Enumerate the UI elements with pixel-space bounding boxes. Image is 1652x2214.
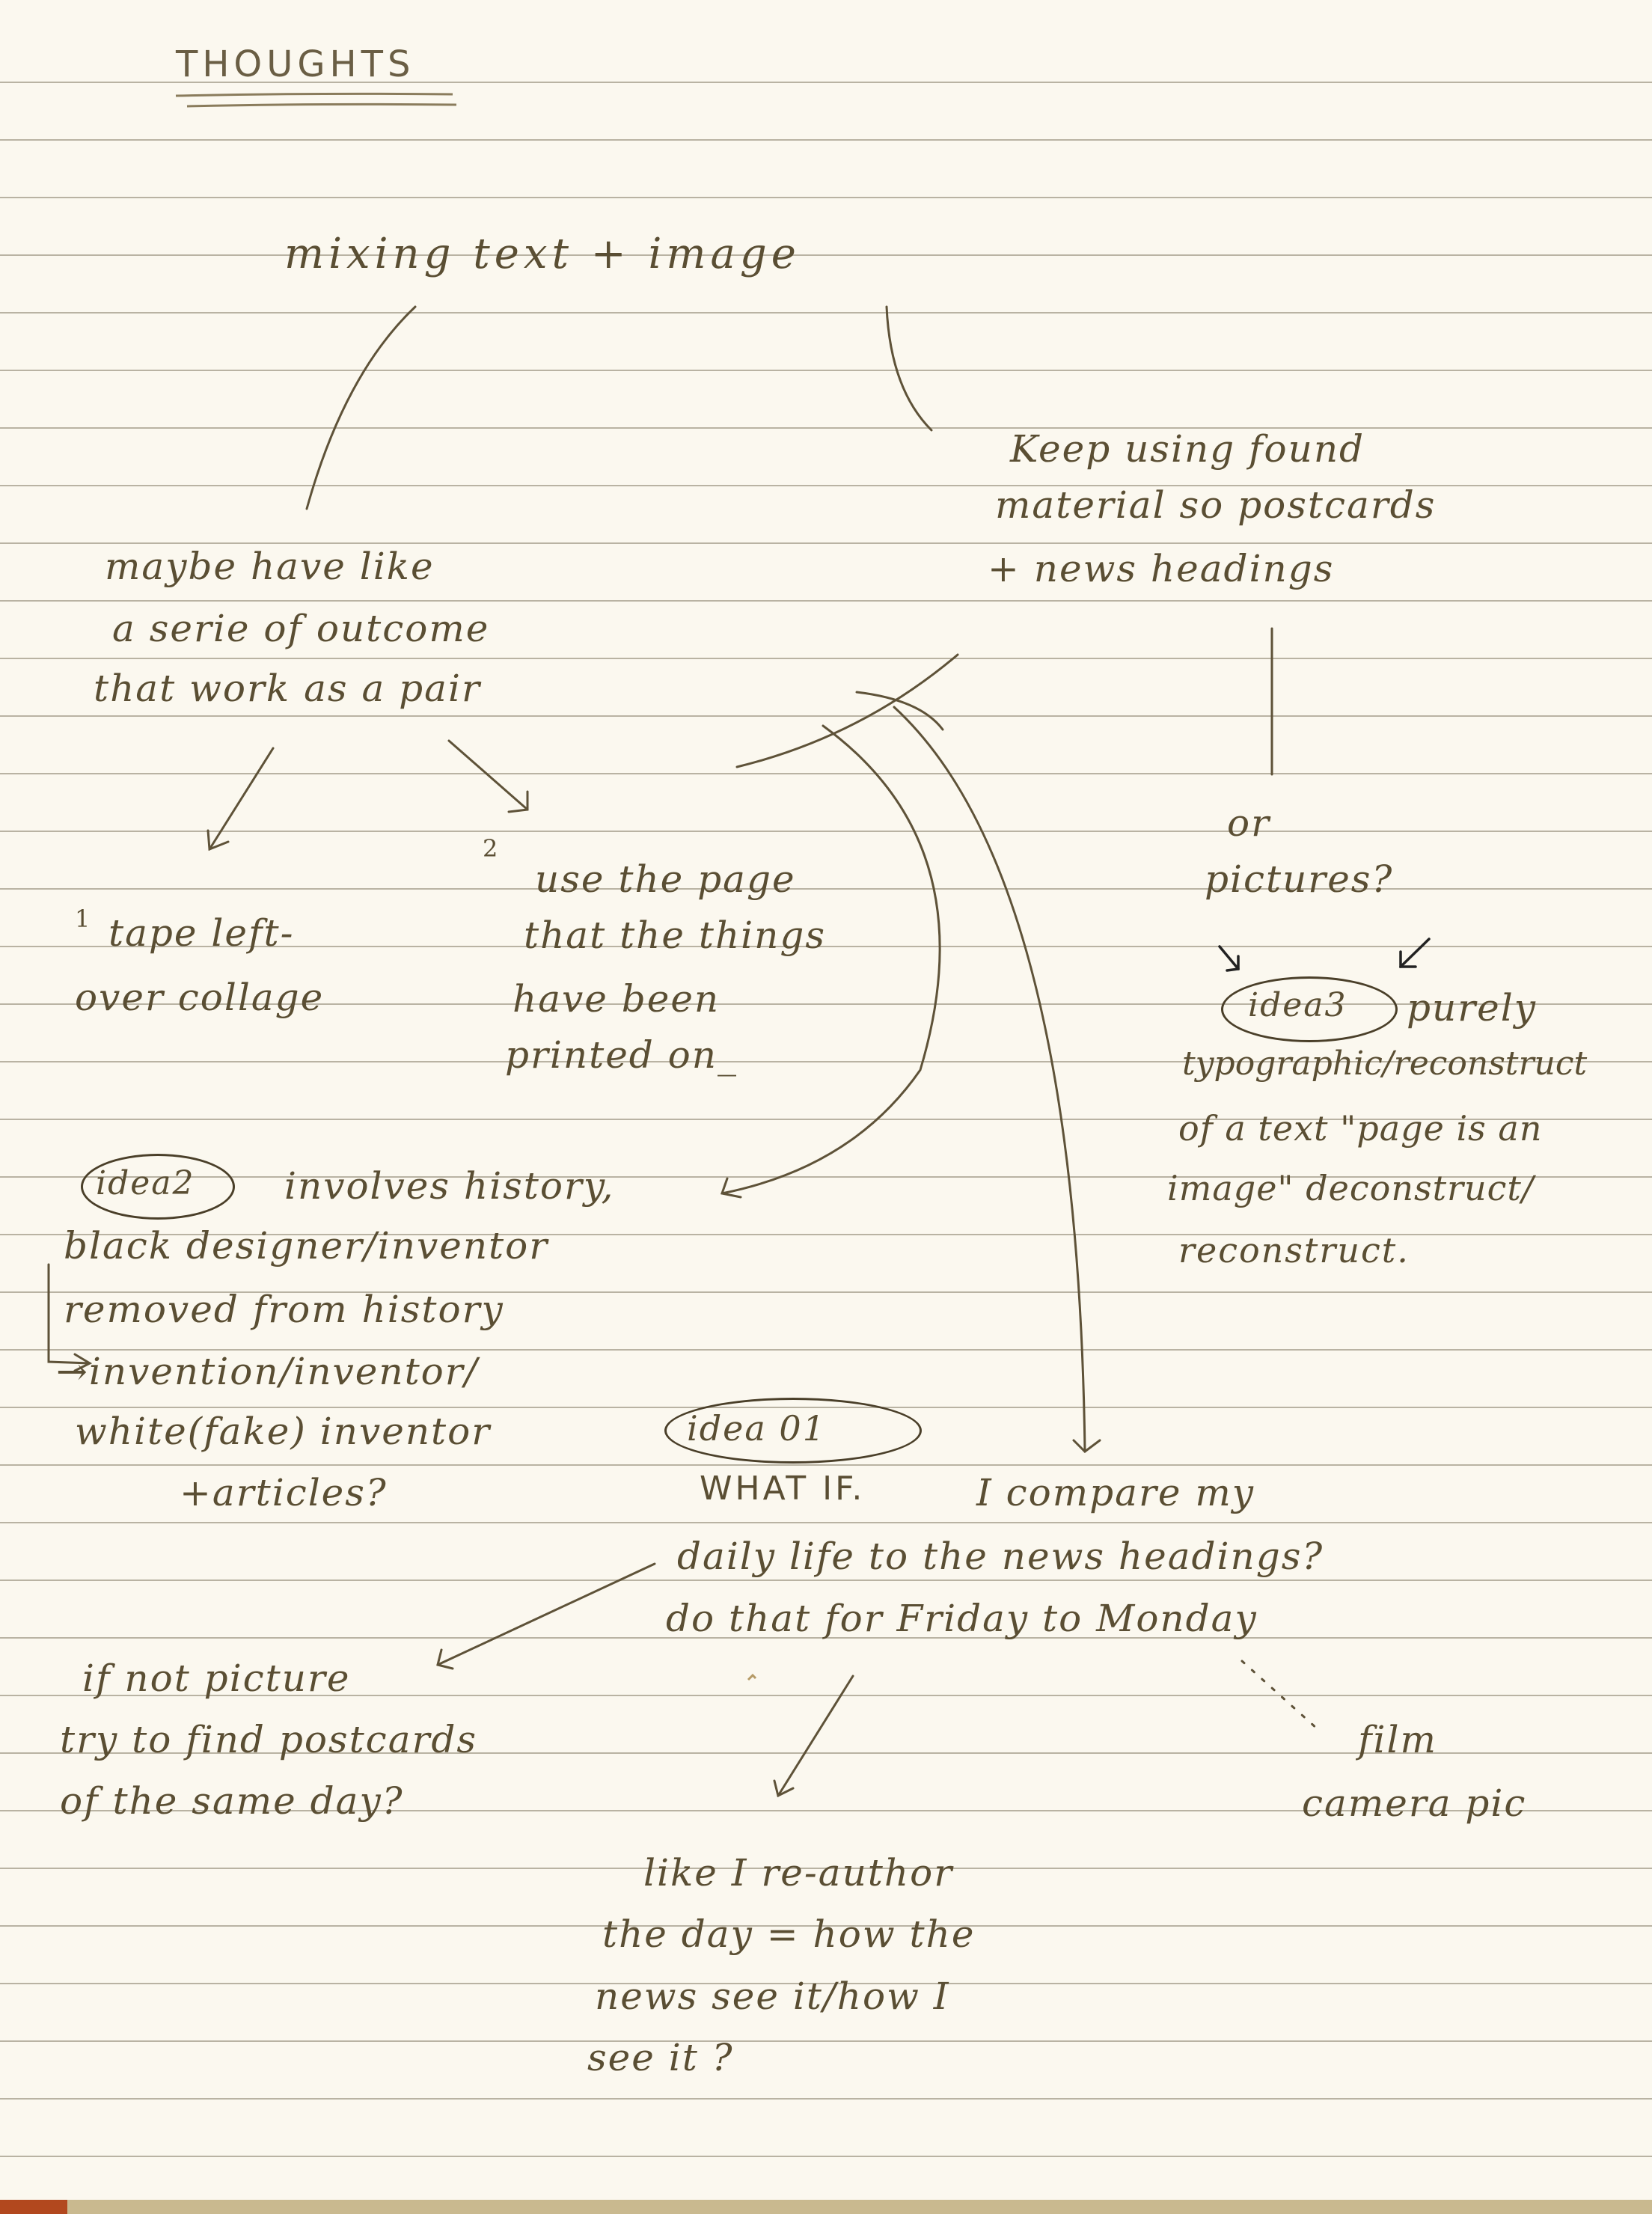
film-line-1: film xyxy=(1358,1718,1437,1761)
postcard-line-2: try to find postcards xyxy=(60,1718,478,1761)
idea1-line-1: I compare my xyxy=(976,1471,1255,1514)
idea2-line-5: white(fake) inventor xyxy=(75,1410,492,1453)
idea2-line-4: →invention/inventor/ xyxy=(56,1350,479,1393)
idea3-line-2: typographic/reconstruct xyxy=(1182,1045,1588,1083)
outcome-2-line-3: have been xyxy=(513,977,721,1021)
central-theme: mixing text + image xyxy=(284,230,801,278)
idea1-what-if: WHAT IF. xyxy=(700,1470,866,1508)
idea2-line-6: +articles? xyxy=(180,1471,388,1514)
idea3-line-4: image" deconstruct/ xyxy=(1167,1168,1535,1208)
reauthor-line-4: see it ? xyxy=(587,2036,734,2079)
left-branch-line-2: a serie of outcome xyxy=(112,607,490,650)
outcome-2-line-1: use the page xyxy=(535,857,796,901)
right-branch-line-2: material so postcards xyxy=(995,483,1437,527)
idea3-line-5: reconstruct. xyxy=(1178,1230,1410,1270)
right-branch-line-3: + news headings xyxy=(988,547,1335,590)
postcard-line-3: of the same day? xyxy=(60,1779,404,1823)
right-branch-line-1: Keep using found xyxy=(1010,427,1365,471)
outcome-2-line-2: that the things xyxy=(524,914,827,957)
page-title: THOUGHTS xyxy=(176,43,415,85)
idea2-label: idea2 xyxy=(96,1164,195,1202)
idea2-line-1: involves history, xyxy=(284,1164,615,1208)
corner-mark xyxy=(0,2200,67,2214)
idea2-line-3: removed from history xyxy=(64,1288,504,1331)
idea3-line-1: purely xyxy=(1407,986,1537,1030)
idea3-line-3: of a text "page is an xyxy=(1178,1108,1543,1149)
page-bottom-edge xyxy=(0,2200,1652,2214)
outcome-1-line-1: tape left- xyxy=(108,911,295,955)
idea1-label: idea 01 xyxy=(687,1408,826,1449)
outcome-2-number: 2 xyxy=(483,834,500,863)
outcome-2-line-4: printed on_ xyxy=(505,1033,738,1077)
reauthor-line-1: like I re-author xyxy=(643,1851,954,1895)
film-line-2: camera pic xyxy=(1302,1782,1527,1825)
idea1-line-2: daily life to the news headings? xyxy=(677,1535,1324,1578)
idea1-line-3: do that for Friday to Monday xyxy=(666,1597,1258,1640)
or-pictures-line-2: pictures? xyxy=(1205,857,1394,901)
postcard-line-1: if not picture xyxy=(82,1657,351,1700)
left-branch-line-3: that work as a pair xyxy=(94,667,481,710)
idea2-line-2: black designer/inventor xyxy=(64,1224,549,1267)
left-branch-line-1: maybe have like xyxy=(105,545,435,588)
outcome-1-line-2: over collage xyxy=(75,976,325,1019)
or-pictures-line-1: or xyxy=(1227,801,1271,845)
reauthor-line-2: the day = how the xyxy=(602,1912,976,1956)
idea3-label: idea3 xyxy=(1248,986,1347,1024)
reauthor-line-3: news see it/how I xyxy=(595,1975,950,2018)
outcome-1-number: 1 xyxy=(75,905,92,933)
